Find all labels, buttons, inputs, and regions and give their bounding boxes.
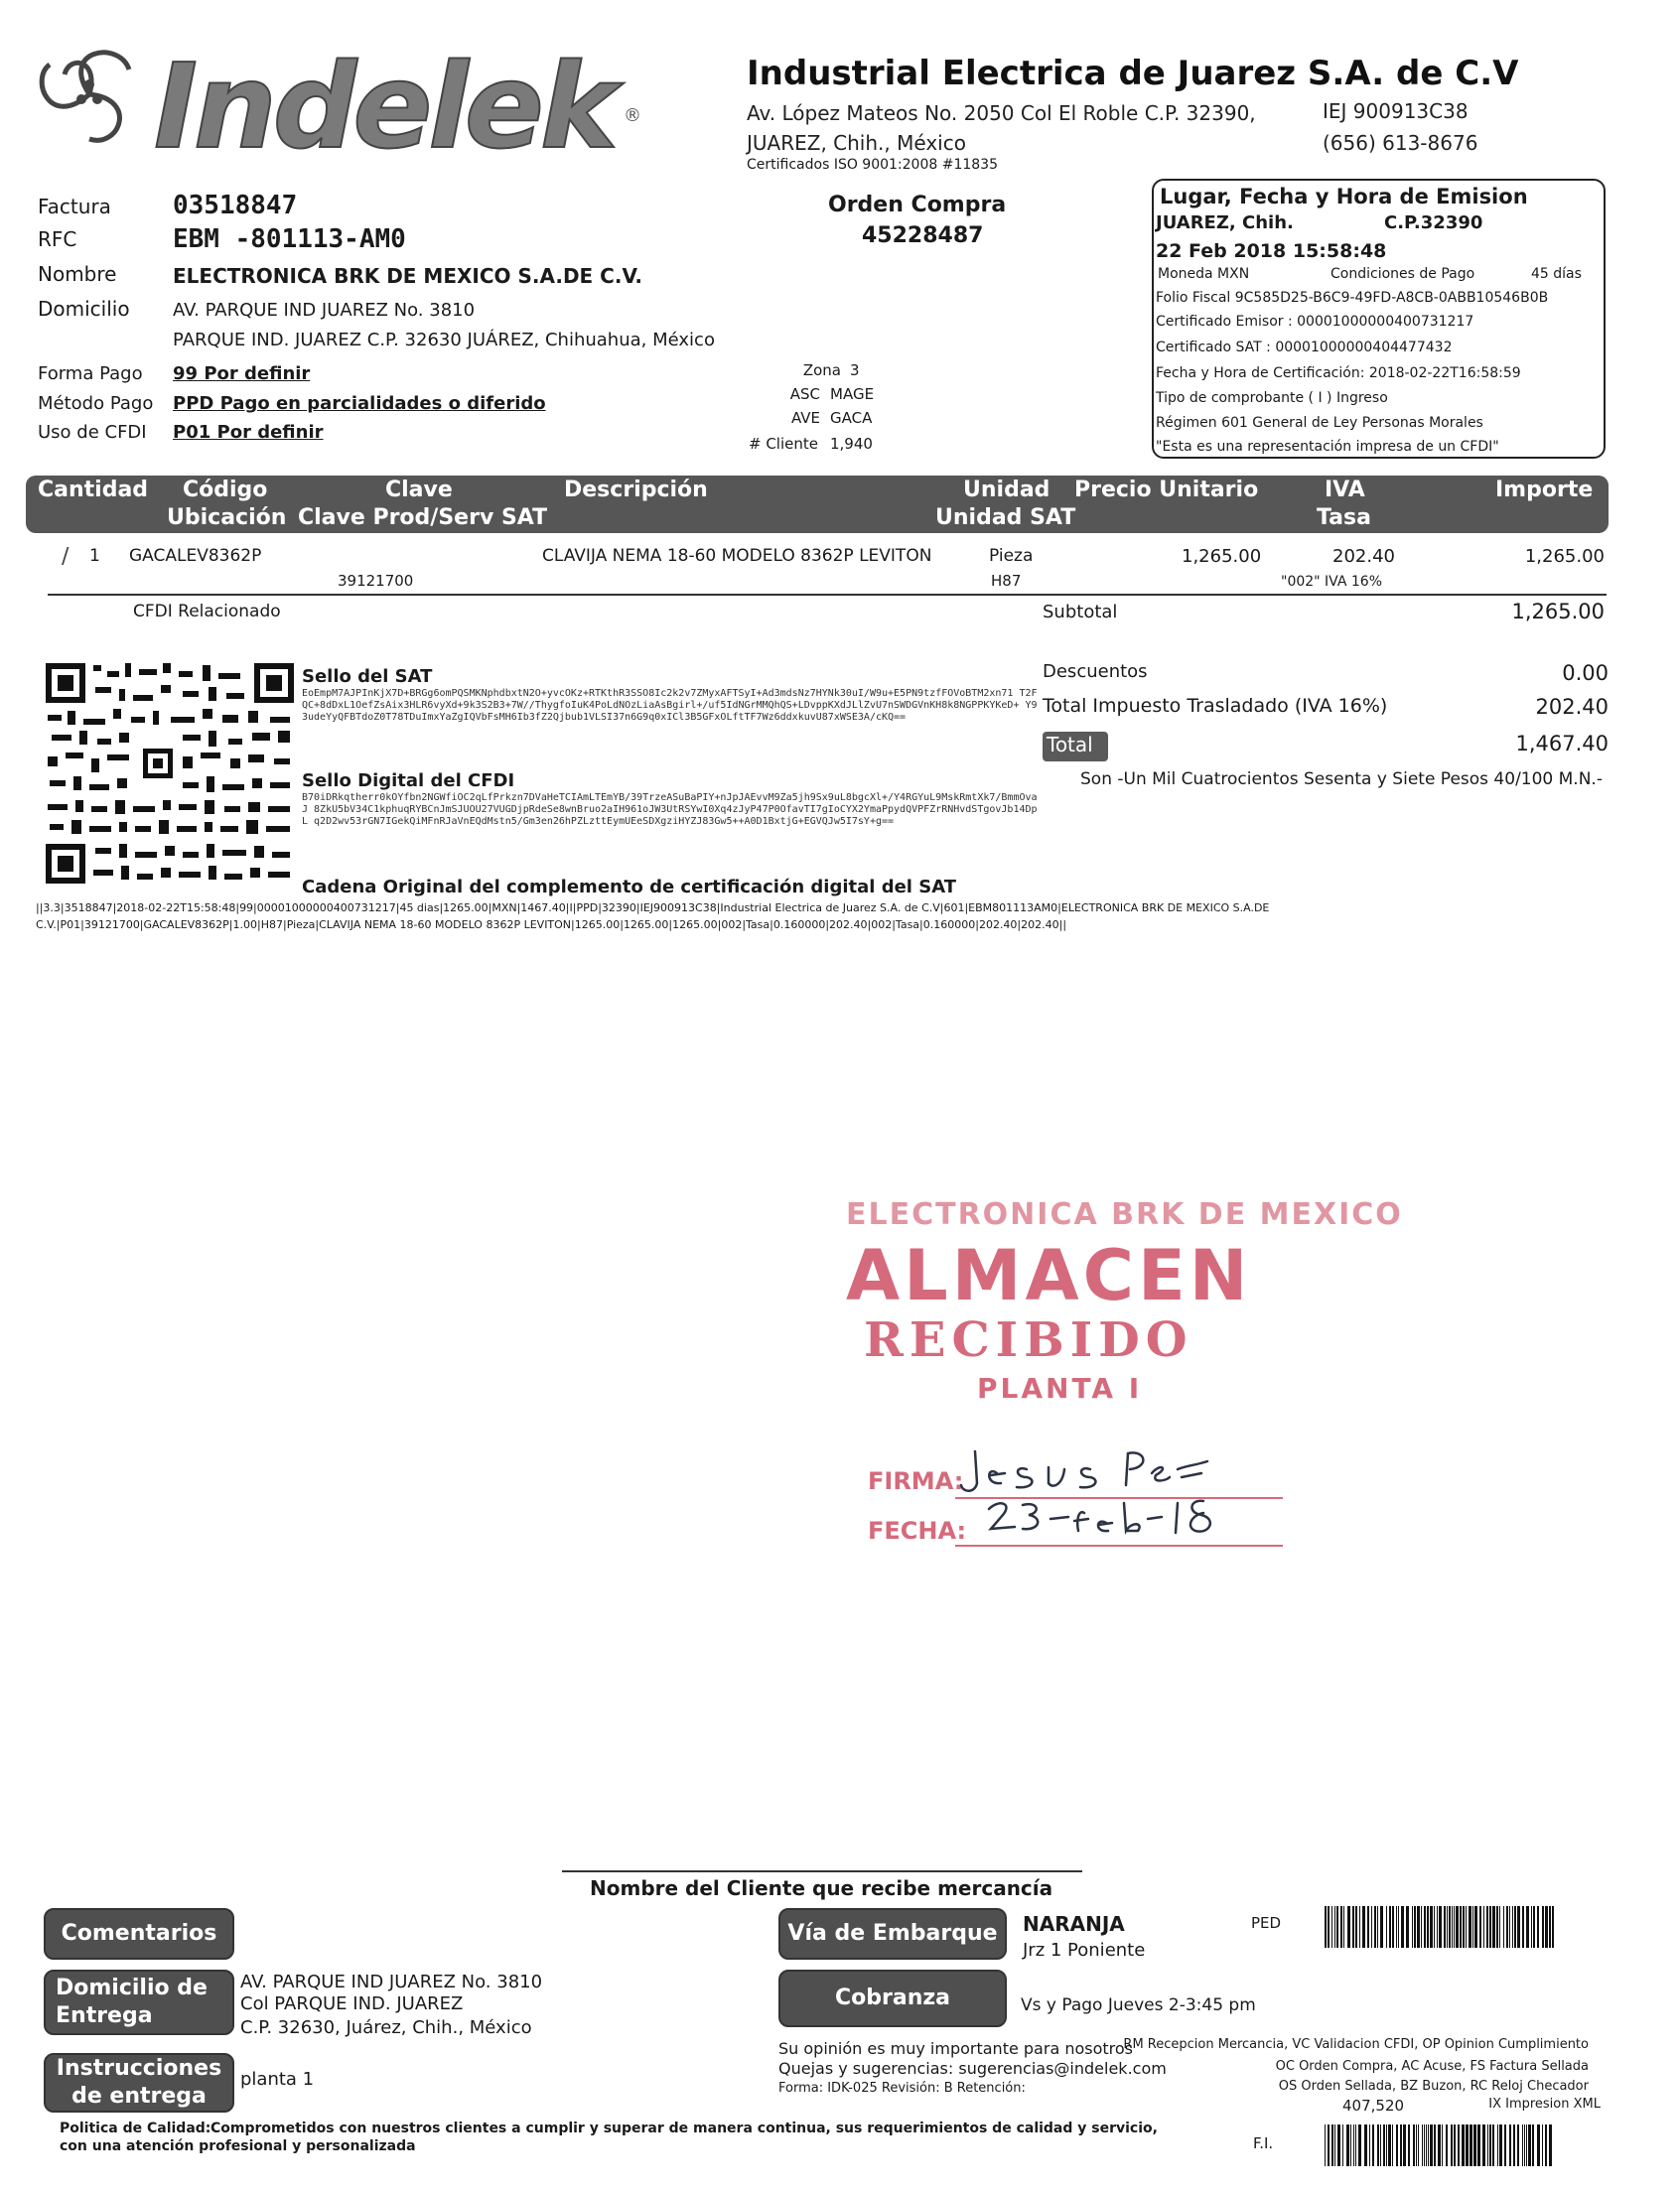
stamp-planta: PLANTA I — [977, 1372, 1143, 1405]
client-rfc: EBM -801113-AM0 — [173, 224, 406, 254]
via-embarque-value2: Jrz 1 Poniente — [1023, 1940, 1146, 1961]
row-unidad-sat: H87 — [991, 572, 1022, 590]
folio-fiscal: Folio Fiscal 9C585D25-B6C9-49FD-A8CB-0ABB10546B0B — [1156, 290, 1549, 306]
th-precio-unitario: Precio Unitario — [1074, 478, 1259, 502]
forma-revision: Forma: IDK-025 Revisión: B Retención: — [778, 2081, 1026, 2096]
client-address-line2: PARQUE IND. JUAREZ C.P. 32630 JUÁREZ, Chihuahua, México — [173, 330, 715, 350]
cobranza-button: Cobranza — [778, 1970, 1007, 2027]
instrucciones-value: planta 1 — [240, 2069, 315, 2090]
zona-label: Zona — [802, 361, 841, 379]
stamp-company: ELECTRONICA BRK DE MEXICO — [846, 1197, 1403, 1232]
company-name: Industrial Electrica de Juarez S.A. de C.V — [747, 54, 1519, 93]
forma-pago-value: 99 Por definir — [173, 363, 311, 384]
emision-title: Lugar, Fecha y Hora de Emision — [1160, 185, 1528, 208]
certificado-emisor: Certificado Emisor : 00001000000400731217 — [1156, 314, 1474, 330]
condiciones-pago: Condiciones de Pago — [1330, 266, 1475, 282]
th-importe: Importe — [1495, 478, 1594, 502]
emision-cp: C.P.32390 — [1384, 212, 1483, 233]
dias-credito: 45 días — [1531, 266, 1582, 282]
handwritten-date — [983, 1493, 1231, 1547]
cadena-original-line1: ||3.3|3518847|2018-02-22T15:58:48|99|00001000000400731217|45 dias|1265.00|MXN|1467.40|I|PPD|32390|IEJ900913C38|Industrial Electrica de Juarez S.A. de C.V|601|EBM801113AM0|ELECTRONICA BRK DE MEXICO S.A.DE — [36, 901, 1270, 914]
barcode-top-icon — [1325, 1906, 1555, 1948]
uso-cfdi-label: Uso de CFDI — [38, 422, 147, 443]
barcode-bottom-icon — [1325, 2124, 1555, 2166]
folio-numero: 407,520 — [1342, 2097, 1405, 2115]
fi-label: F.I. — [1253, 2134, 1274, 2152]
indelek-logo-wordmark: Indelek — [154, 38, 615, 175]
th-cantidad: Cantidad — [38, 478, 149, 502]
cadena-original-line2: C.V.|P01|39121700|GACALEV8362P|1.00|H87|Pieza|CLAVIJA NEMA 18-60 MODELO 8362P LEVITON|1265.00|1265.00|1265.00|002|Tasa|0.160000|202.40|002|Tasa|0.160000|202.40|202.40|| — [36, 918, 1067, 931]
asc-label: ASC — [789, 385, 820, 403]
row-importe: 1,265.00 — [1524, 546, 1605, 567]
th-clave-prod: Clave Prod/Serv SAT — [298, 505, 548, 530]
tipo-comprobante: Tipo de comprobante ( I ) Ingreso — [1156, 390, 1388, 406]
via-embarque-value1: NARANJA — [1023, 1912, 1125, 1936]
cliente-num-value: 1,940 — [830, 435, 873, 453]
asc-value: MAGE — [830, 385, 875, 403]
stamp-firma-label: FIRMA: — [868, 1467, 964, 1495]
recibe-mercancia-label: Nombre del Cliente que recibe mercancía — [590, 1876, 1053, 1900]
th-codigo: Código — [183, 478, 268, 502]
os-legend: OS Orden Sellada, BZ Buzon, RC Reloj Checador — [1278, 2079, 1589, 2094]
forma-pago-label: Forma Pago — [38, 363, 143, 384]
via-embarque-button: Vía de Embarque — [778, 1908, 1007, 1960]
ave-value: GACA — [830, 409, 873, 427]
stamp-recibido: RECIBIDO — [864, 1312, 1193, 1368]
sello-sat-label: Sello del SAT — [302, 666, 433, 687]
domicilio-entrega-line2: Col PARQUE IND. JUAREZ — [240, 1993, 464, 2014]
check-mark: ∕ — [62, 544, 70, 569]
uso-cfdi-value: P01 Por definir — [173, 422, 324, 443]
quejas-text: Quejas y sugerencias: sugerencias@indelek.com — [778, 2059, 1167, 2078]
sello-sat-value: EoEmpM7AJPInKjX7D+BRGg6omPQSMKNphdbxtN2O+yvcOKz+RTKthR3SSO8Ic2k2v7ZMyxAFTSyI+Ad3mdsNz7HYNk30uI/W9u+E5PN9tzfFOVoBTM2xn71 T2FQC+8dDxL1OefZsAix3HLR6vyXd+9k3S2B3+7W//ThygfoIuK4PoLdNOzLiaAsBgirl+/uf5IdNGrMMQhQS+LDvppKXdJLlZvU7nSWDGVnKH8k8NGPPKYKeD+ Y93udeYyQFBTdoZ0T78TDuImxYaZgIQVbFsMH6Ib3fZ2Qjbub1VLSI37n6G9q0xICl3B5GFxOLftTF7Wz6ddxkuvU87xWSE3A/cKQ== — [302, 688, 1038, 723]
nombre-label: Nombre — [38, 262, 117, 286]
orden-compra-value: 45228487 — [862, 223, 984, 248]
zona-value: 3 — [850, 361, 860, 379]
subtotal-value: 1,265.00 — [1511, 600, 1605, 623]
company-phone: (656) 613-8676 — [1323, 131, 1478, 155]
total-label: Total — [1047, 733, 1093, 756]
row-iva: 202.40 — [1332, 546, 1395, 567]
domicilio-entrega-line3: C.P. 32630, Juárez, Chih., México — [240, 2017, 532, 2038]
instrucciones-entrega-button: Instrucciones de entrega — [44, 2053, 234, 2113]
indelek-swirl-logo-icon — [30, 40, 149, 149]
opinion-text: Su opinión es muy importante para nosotros — [778, 2039, 1134, 2058]
metodo-pago-label: Método Pago — [38, 393, 154, 414]
firma-cliente-line — [562, 1870, 1082, 1872]
ped-label: PED — [1251, 1914, 1282, 1932]
descuentos-label: Descuentos — [1043, 661, 1148, 682]
cfdi-relacionado: CFDI Relacionado — [133, 602, 281, 621]
descuentos-value: 0.00 — [1562, 661, 1609, 685]
total-value: 1,467.40 — [1515, 732, 1609, 755]
row-divider — [48, 594, 1607, 596]
ix-legend: IX Impresion XML — [1488, 2097, 1601, 2112]
th-ubicacion: Ubicación — [167, 505, 287, 530]
th-unidad: Unidad — [963, 478, 1050, 502]
comentarios-button: Comentarios — [44, 1908, 234, 1960]
cobranza-value: Vs y Pago Jueves 2-3:45 pm — [1021, 1995, 1256, 2015]
cliente-num-label: # Cliente — [749, 435, 818, 453]
row-clave-prod: 39121700 — [338, 572, 414, 590]
row-cantidad: 1 — [89, 546, 100, 566]
ave-label: AVE — [790, 409, 820, 427]
client-name: ELECTRONICA BRK DE MEXICO S.A.DE C.V. — [173, 264, 642, 288]
row-precio: 1,265.00 — [1182, 546, 1262, 567]
impuesto-label: Total Impuesto Trasladado (IVA 16%) — [1043, 695, 1388, 717]
moneda: Moneda MXN — [1158, 266, 1250, 282]
client-address-line1: AV. PARQUE IND JUAREZ No. 3810 — [173, 300, 476, 321]
table-header — [26, 476, 1609, 533]
domicilio-label: Domicilio — [38, 297, 130, 321]
total-en-letra: Son -Un Mil Cuatrocientos Sesenta y Siete Pesos 40/100 M.N.- — [1080, 769, 1603, 789]
registered-mark: ® — [624, 105, 641, 126]
domicilio-entrega-line1: AV. PARQUE IND JUAREZ No. 3810 — [240, 1972, 543, 1992]
th-tasa: Tasa — [1317, 505, 1371, 530]
row-codigo: GACALEV8362P — [129, 546, 262, 566]
th-iva: IVA — [1325, 478, 1365, 502]
impuesto-value: 202.40 — [1535, 695, 1609, 719]
politica-line2: con una atención profesional y personalizada — [60, 2138, 416, 2154]
rm-legend: RM Recepcion Mercancia, VC Validacion CFDI, OP Opinion Cumplimiento — [1123, 2037, 1589, 2052]
row-unidad: Pieza — [989, 546, 1034, 566]
regimen-fiscal: Régimen 601 General de Ley Personas Morales — [1156, 415, 1483, 431]
row-descripcion: CLAVIJA NEMA 18-60 MODELO 8362P LEVITON — [542, 546, 932, 566]
metodo-pago-value: PPD Pago en parcialidades o diferido — [173, 393, 546, 414]
th-clave: Clave — [385, 478, 453, 502]
row-tasa: "002" IVA 16% — [1281, 574, 1383, 590]
stamp-fecha-label: FECHA: — [868, 1517, 967, 1545]
cadena-original-label: Cadena Original del complemento de certificación digital del SAT — [302, 877, 957, 897]
sat-qr-code-icon — [44, 659, 296, 888]
company-address-line1: Av. López Mateos No. 2050 Col El Roble C.P. 32390, — [747, 101, 1256, 125]
rfc-label: RFC — [38, 227, 77, 251]
politica-line1: Comprometidos con nuestros clientes a cumplir y superar de manera continua, sus requerimientos de calidad y servicio, — [210, 2121, 1158, 2136]
sello-cfdi-label: Sello Digital del CFDI — [302, 770, 515, 791]
domicilio-entrega-button: Domicilio de Entrega — [44, 1970, 234, 2035]
fecha-certificacion: Fecha y Hora de Certificación: 2018-02-22T16:58:59 — [1156, 365, 1521, 381]
emision-city: JUAREZ, Chih. — [1156, 212, 1294, 233]
th-unidad-sat: Unidad SAT — [935, 505, 1076, 530]
company-address-line2: JUAREZ, Chih., México — [747, 131, 966, 155]
cfdi-nota: "Esta es una representación impresa de un CFDI" — [1156, 439, 1499, 455]
handwritten-signature — [957, 1443, 1215, 1499]
company-rfc: IEJ 900913C38 — [1323, 99, 1469, 123]
iso-certification: Certificados ISO 9001:2008 #11835 — [747, 157, 998, 173]
politica-label: Politica de Calidad: — [60, 2121, 211, 2136]
orden-compra-label: Orden Compra — [828, 193, 1007, 217]
factura-label: Factura — [38, 195, 111, 218]
sello-cfdi-value: B70iDRkqtherr0kOYfbn2NGWfiOC2qLfPrkzn7DVaHeTCIAmLTEmYB/39TrzeASuBaPIY+nJpJAEvvM9Za5jh9Sx9uL8bgcXl+/Y4RGYuL9MskRmtXk7/BmmOvaJ 8ZkU5bV34C1kphuqRYBCnJmSJUOU27VUGDjpRdeSe8wnBruo2aIH961oJW3UtRSYwI0Xq4zJyP47P0OfavTI7gIoCYX2YmaPpydQVPFZrRNHvdSTgovJb14DpL q2D2wv53rGN7IGekQiMFnRJaVnEQdMstn5/Gm3en26hPZLzttEymUEeSDXgziHYZJ83Gw5++A0D1BxtjG+EGVQJw5I7sY+g== — [302, 792, 1038, 827]
th-descripcion: Descripción — [564, 478, 708, 502]
emision-datetime: 22 Feb 2018 15:58:48 — [1156, 240, 1387, 262]
certificado-sat: Certificado SAT : 00001000000404477432 — [1156, 340, 1453, 355]
factura-number: 03518847 — [173, 191, 298, 220]
subtotal-label: Subtotal — [1043, 602, 1118, 622]
stamp-almacen: ALMACEN — [846, 1235, 1252, 1316]
oc-legend: OC Orden Compra, AC Acuse, FS Factura Sellada — [1275, 2059, 1589, 2074]
